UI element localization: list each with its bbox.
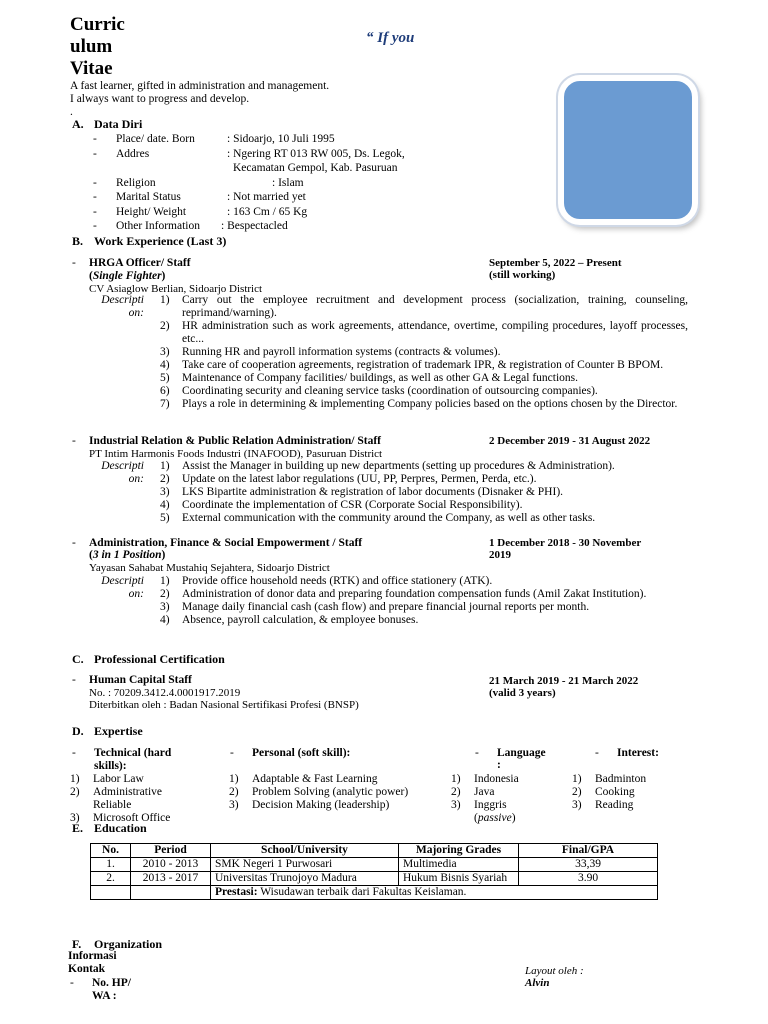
cell-period: 2010 - 2013 <box>131 858 211 872</box>
list-item: 3) Microsoft Office <box>70 812 171 824</box>
cell-no: 1. <box>91 858 131 872</box>
section-a-letter: A. <box>72 117 84 131</box>
cert-issuer: Diterbitkan oleh : Badan Nasional Sertifikasi Profesi (BNSP) <box>89 699 359 711</box>
interest-list <box>572 773 682 812</box>
list-item: 2) HR administration such as work agreements, attendance, overtime, compiling procedures, layoff processes, etc... <box>160 320 688 345</box>
job-1-duties <box>160 294 688 411</box>
data-label-born: Place/ date. Born <box>116 133 195 145</box>
data-label-height: Height/ Weight <box>116 206 187 218</box>
list-item: 1) Badminton <box>572 773 647 785</box>
cell-period: 2013 - 2017 <box>131 872 211 886</box>
list-item: 6) Coordinating security and cleaning service tasks (coordination of outsourcing companies). <box>160 385 598 397</box>
job-2-desc-label: Descripti on: <box>101 460 144 485</box>
personal-list <box>229 773 449 812</box>
section-d-heading: Expertise <box>94 724 143 738</box>
list-item: 3) Inggris <box>451 799 507 811</box>
data-label-marital: Marital Status <box>116 191 181 203</box>
section-c-heading: Professional Certification <box>94 652 225 666</box>
list-item: 1) Provide office household needs (RTK) and office stationery (ATK). <box>160 575 493 587</box>
phone-label: No. HP/ WA : <box>92 977 131 1002</box>
job-2-duties <box>160 460 688 525</box>
cert-title: Human Capital Staff <box>89 674 192 686</box>
intro-line-2: I always want to progress and develop. <box>70 93 250 105</box>
section-c-letter: C. <box>72 652 84 666</box>
list-item: 3) Decision Making (leadership) <box>229 799 390 811</box>
job-1-date-note: (still working) <box>489 269 556 281</box>
list-item: 1) Labor Law <box>70 773 144 785</box>
technical-heading: Technical (hard skills): <box>94 747 172 772</box>
job-3-title: Administration, Finance & Social Empowerment / Staff <box>89 537 363 549</box>
list-item: 7) Plays a role in determining & implementing Company policies based on the options chosen by the Director. <box>160 398 678 410</box>
list-item: 2) Java <box>451 786 495 798</box>
job-2-date: 2 December 2019 - 31 August 2022 <box>489 435 651 447</box>
job-1-title: HRGA Officer/ Staff <box>89 257 191 269</box>
list-item: 4) Take care of cooperation agreements, registration of trademark IPR, & registration of Counter B BPOM. <box>160 359 664 371</box>
data-value-address-2: Kecamatan Gempol, Kab. Pasuruan <box>233 162 398 174</box>
section-d-letter: D. <box>72 724 84 738</box>
data-label-religion: Religion <box>116 177 156 189</box>
personal-heading: Personal (soft skill): <box>252 747 351 759</box>
data-value-born: : Sidoarjo, 10 Juli 1995 <box>227 133 335 145</box>
list-item: 1) Adaptable & Fast Learning <box>229 773 378 785</box>
data-value-religion: : Islam <box>272 177 304 189</box>
interest-heading: Interest: <box>617 747 659 759</box>
language-heading: Language <box>497 747 546 759</box>
cell-gpa: 3.90 <box>519 872 658 886</box>
list-item: 3) Running HR and payroll information systems (contracts & volumes). <box>160 346 501 358</box>
list-item: 5) External communication with the community around the Company, as well as other tasks. <box>160 512 596 524</box>
job-1-subtitle: (Single Fighter) <box>89 270 166 282</box>
list-item: 4) Absence, payroll calculation, & employee bonuses. <box>160 614 419 626</box>
job-3-date-note: 2019 <box>489 549 511 561</box>
list-item: 5) Maintenance of Company facilities/ buildings, as well as other GA & Legal functions. <box>160 372 579 384</box>
job-1-date: September 5, 2022 – Present <box>489 257 622 269</box>
list-item: 1) Carry out the employee recruitment and development process (socialization, training, counseling, reprimand/warning). <box>160 294 688 319</box>
education-table <box>90 843 658 900</box>
list-item: 1) Indonesia <box>451 773 519 785</box>
cert-number: No. : 70209.3412.4.0001917.2019 <box>89 687 241 699</box>
job-1-company: CV Asiaglow Berlian, Sidoarjo District <box>89 283 263 295</box>
col-no: No. <box>91 844 131 858</box>
contact-heading: Informasi Kontak <box>68 950 117 975</box>
list-item: 1) Assist the Manager in building up new departments (setting up procedures & Administration). <box>160 460 615 472</box>
layout-credit: Layout oleh : Alvin <box>525 965 584 989</box>
language-list <box>451 773 561 825</box>
job-3-desc-label: Descripti on: <box>101 575 144 600</box>
job-1-desc-label: Descripti on: <box>101 294 144 319</box>
col-period: Period <box>131 844 211 858</box>
data-value-address: : Ngering RT 013 RW 005, Ds. Legok, <box>227 148 405 160</box>
language-colon: : <box>497 759 501 771</box>
data-label-other: Other Information <box>116 220 200 232</box>
cell-prestasi: Prestasi: Wisudawan terbaik dari Fakultas Keislaman. <box>211 886 658 900</box>
list-item: 2) Administration of donor data and preparing foundation compensation funds (Amil Zakat Institution). <box>160 588 647 600</box>
job-3-company: Yayasan Sahabat Mustahiq Sejahtera, Sidoarjo District <box>89 562 330 574</box>
title-line-3: Vitae <box>70 58 113 79</box>
data-label-address: Addres <box>116 148 150 160</box>
cell-school: SMK Negeri 1 Purwosari <box>211 858 399 872</box>
list-item: 2) Administrative Reliable <box>70 786 162 811</box>
col-major: Majoring Grades <box>399 844 519 858</box>
job-3-duties <box>160 575 688 627</box>
list-item: 2) Problem Solving (analytic power) <box>229 786 409 798</box>
section-f-letter: F. <box>72 937 82 951</box>
table-header-row <box>91 844 658 858</box>
table-row <box>91 858 658 872</box>
section-e-heading: Education <box>94 821 147 835</box>
data-value-other: : Bespectacled <box>221 220 288 232</box>
cell-school: Universitas Trunojoyo Madura <box>211 872 399 886</box>
cell-major: Multimedia <box>399 858 519 872</box>
language-note: (passive) <box>474 812 516 824</box>
cell-no: 2. <box>91 872 131 886</box>
col-school: School/University <box>211 844 399 858</box>
cert-date: 21 March 2019 - 21 March 2022 <box>489 675 639 687</box>
job-3-subtitle: (3 in 1 Position) <box>89 549 166 561</box>
section-b-heading: Work Experience (Last 3) <box>94 234 227 248</box>
section-b-letter: B. <box>72 234 84 248</box>
intro-line-1: A fast learner, gifted in administration and management. <box>70 80 330 92</box>
col-gpa: Final/GPA <box>519 844 658 858</box>
job-2-title: Industrial Relation & Public Relation Administration/ Staff <box>89 435 381 447</box>
data-value-marital: : Not married yet <box>227 191 306 203</box>
cv-title <box>70 14 125 80</box>
section-a-heading: Data Diri <box>94 117 143 131</box>
quote-text: “ If you <box>366 30 415 46</box>
job-2-company: PT Intim Harmonis Foods Industri (INAFOOD), Pasuruan District <box>89 448 383 460</box>
section-e-letter: E. <box>72 821 84 835</box>
table-row <box>91 872 658 886</box>
cell-major: Hukum Bisnis Syariah <box>399 872 519 886</box>
profile-photo-placeholder <box>558 75 698 225</box>
title-line-1: Curric <box>70 14 125 35</box>
table-row-prestasi <box>91 886 658 900</box>
list-item: 2) Cooking <box>572 786 635 798</box>
title-line-2: ulum <box>70 36 113 57</box>
intro <box>70 80 329 119</box>
technical-list <box>70 773 200 825</box>
data-value-height: : 163 Cm / 65 Kg <box>227 206 308 218</box>
list-item: 3) Manage daily financial cash (cash flow) and prepare financial journal reports per month. <box>160 601 590 613</box>
list-item: 3) LKS Bipartite administration & registration of labor documents (Disnaker & PHI). <box>160 486 564 498</box>
intro-dot: . <box>70 106 73 118</box>
job-3-date: 1 December 2018 - 30 November <box>489 537 642 549</box>
cell-gpa: 33,39 <box>519 858 658 872</box>
cert-date-note: (valid 3 years) <box>489 687 556 699</box>
list-item: 3) Reading <box>572 799 634 811</box>
list-item: 2) Update on the latest labor regulations (UU, PP, Perpres, Permen, Perda, etc.). <box>160 473 537 485</box>
list-item: 4) Coordinate the implementation of CSR (Corporate Social Responsibility). <box>160 499 523 511</box>
section-f-heading: Organization <box>94 937 162 951</box>
